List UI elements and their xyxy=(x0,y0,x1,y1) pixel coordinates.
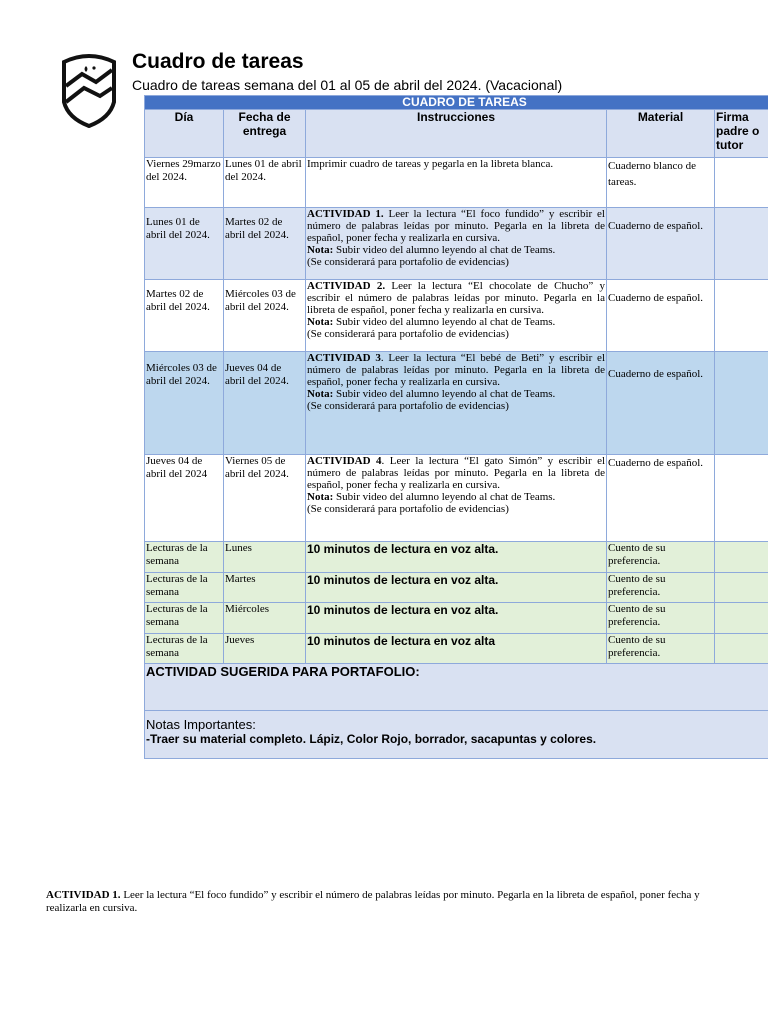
note-label: Nota: xyxy=(307,491,334,503)
cell-instrucciones xyxy=(306,280,607,352)
cell-fecha: Lunes xyxy=(224,542,306,573)
table-row xyxy=(145,542,768,573)
note-label: Nota: xyxy=(307,316,334,328)
note-text: Subir video del alumno leyendo al chat de Teams. xyxy=(333,491,556,503)
cell-instrucciones: 10 minutos de lectura en voz alta xyxy=(306,634,607,664)
column-header-instrucciones: Instrucciones xyxy=(306,110,607,158)
activity-label: ACTIVIDAD 2. xyxy=(307,280,386,292)
portfolio-note: (Se considerará para portafolio de evidencias) xyxy=(307,400,509,412)
cell-instrucciones xyxy=(306,208,607,280)
cell-material: Cuaderno de español. xyxy=(607,280,715,352)
cell-instrucciones: 10 minutos de lectura en voz alta. xyxy=(306,573,607,603)
table-caption: CUADRO DE TAREAS xyxy=(145,96,768,110)
activity-text-below xyxy=(46,889,736,915)
cell-fecha: Jueves 04 de abril del 2024. xyxy=(224,352,306,455)
cell-dia: Lunes 01 de abril del 2024. xyxy=(145,208,224,280)
activity-label: ACTIVIDAD 3 xyxy=(307,352,381,364)
cell-firma[interactable] xyxy=(715,158,768,208)
cell-instrucciones xyxy=(306,352,607,455)
column-header-fecha: Fecha de entrega xyxy=(224,110,306,158)
cell-material: Cuaderno de español. xyxy=(607,208,715,280)
portfolio-note: (Se considerará para portafolio de evidencias) xyxy=(307,503,509,515)
table-row xyxy=(145,455,768,542)
note-label: Nota: xyxy=(307,388,334,400)
table-row xyxy=(145,573,768,603)
suggested-activity-label: ACTIVIDAD SUGERIDA PARA PORTAFOLIO: xyxy=(145,664,768,711)
table-row xyxy=(145,158,768,208)
cell-dia: Viernes 29marzo del 2024. xyxy=(145,158,224,208)
cell-instrucciones: 10 minutos de lectura en voz alta. xyxy=(306,603,607,634)
activity-text: Leer la lectura “El foco fundido” y escribir el número de palabras leídas por minuto. Pegarla en la libreta de español, poner fecha y realizarla en cursiva. xyxy=(46,889,700,914)
activity-label: ACTIVIDAD 4 xyxy=(307,455,382,467)
cell-material: Cuento de su preferencia. xyxy=(607,634,715,664)
activity-text: . Leer la lectura “El bebé de Beti” y escribir el número de palabras leídas por minuto. Pegarla en la libreta de español, poner fecha y realizarla en cursiva. xyxy=(307,352,605,388)
cell-material: Cuaderno de español. xyxy=(607,455,715,542)
suggested-activity-row xyxy=(145,664,768,711)
column-header-dia: Día xyxy=(145,110,224,158)
cell-dia: Lecturas de la semana xyxy=(145,634,224,664)
notes-text: -Traer su material completo. Lápiz, Color Rojo, borrador, sacapuntas y colores. xyxy=(146,732,597,746)
activity-text: Leer la lectura “El foco fundido” y escribir el número de palabras leídas por minuto. Pegarla en la libreta de español, poner fecha y realizarla en cursiva. xyxy=(307,208,605,244)
cell-firma[interactable] xyxy=(715,280,768,352)
portfolio-note: (Se considerará para portafolio de evidencias) xyxy=(307,256,509,268)
cell-dia: Lecturas de la semana xyxy=(145,542,224,573)
cell-material: Cuaderno blanco de tareas. xyxy=(607,158,715,208)
cell-material: Cuento de su preferencia. xyxy=(607,603,715,634)
cell-firma[interactable] xyxy=(715,634,768,664)
activity-label: ACTIVIDAD 1. xyxy=(46,889,121,901)
cell-firma[interactable] xyxy=(715,455,768,542)
note-label: Nota: xyxy=(307,244,334,256)
cell-dia: Lecturas de la semana xyxy=(145,603,224,634)
activity-text: . Leer la lectura “El gato Simón” y escribir el número de palabras leídas por minuto. Pegarla en la libreta de español, poner fecha y realizarla en cursiva. xyxy=(307,455,606,491)
cell-firma[interactable] xyxy=(715,573,768,603)
note-text: Subir video del alumno leyendo al chat de Teams. xyxy=(333,388,556,400)
cell-fecha: Lunes 01 de abril del 2024. xyxy=(224,158,306,208)
column-header-material: Material xyxy=(607,110,715,158)
cell-dia: Jueves 04 de abril del 2024 xyxy=(145,455,224,542)
cell-fecha: Martes xyxy=(224,573,306,603)
page-title: Cuadro de tareas xyxy=(132,50,304,73)
cell-firma[interactable] xyxy=(715,542,768,573)
cell-instrucciones: 10 minutos de lectura en voz alta. xyxy=(306,542,607,573)
cell-material: Cuento de su preferencia. xyxy=(607,542,715,573)
note-text: Subir video del alumno leyendo al chat de Teams. xyxy=(333,316,556,328)
cell-firma[interactable] xyxy=(715,208,768,280)
notes-row xyxy=(145,711,768,759)
table-row xyxy=(145,352,768,455)
cell-firma[interactable] xyxy=(715,603,768,634)
notes-label: Notas Importantes: xyxy=(146,717,256,732)
cell-dia: Miércoles 03 de abril del 2024. xyxy=(145,352,224,455)
cell-fecha: Viernes 05 de abril del 2024. xyxy=(224,455,306,542)
cell-instrucciones: Imprimir cuadro de tareas y pegarla en la libreta blanca. xyxy=(306,158,607,208)
cell-material: Cuaderno de español. xyxy=(607,352,715,455)
note-text: Subir video del alumno leyendo al chat de Teams. xyxy=(333,244,556,256)
column-header-firma: Firma padre o tutor xyxy=(715,110,768,158)
table-row xyxy=(145,603,768,634)
page-subtitle: Cuadro de tareas semana del 01 al 05 de abril del 2024. (Vacacional) xyxy=(132,77,563,93)
activity-text: Leer la lectura “El chocolate de Chucho” y escribir el número de palabras leídas por minuto. Pegarla en la libreta de español, poner fecha y realizarla en cursiva. xyxy=(307,280,605,316)
cell-fecha: Martes 02 de abril del 2024. xyxy=(224,208,306,280)
cell-instrucciones xyxy=(306,455,607,542)
cell-material: Cuento de su preferencia. xyxy=(607,573,715,603)
portfolio-note: (Se considerará para portafolio de evidencias) xyxy=(307,328,509,340)
table-row xyxy=(145,634,768,664)
cell-fecha: Miércoles 03 de abril del 2024. xyxy=(224,280,306,352)
cell-dia: Martes 02 de abril del 2024. xyxy=(145,280,224,352)
cell-fecha: Jueves xyxy=(224,634,306,664)
notes-cell xyxy=(145,711,768,759)
school-shield-logo xyxy=(60,52,118,128)
cell-firma[interactable] xyxy=(715,352,768,455)
table-row xyxy=(145,280,768,352)
activity-label: ACTIVIDAD 1. xyxy=(307,208,384,220)
task-table xyxy=(144,95,768,759)
cell-dia: Lecturas de la semana xyxy=(145,573,224,603)
cell-fecha: Miércoles xyxy=(224,603,306,634)
table-row xyxy=(145,208,768,280)
